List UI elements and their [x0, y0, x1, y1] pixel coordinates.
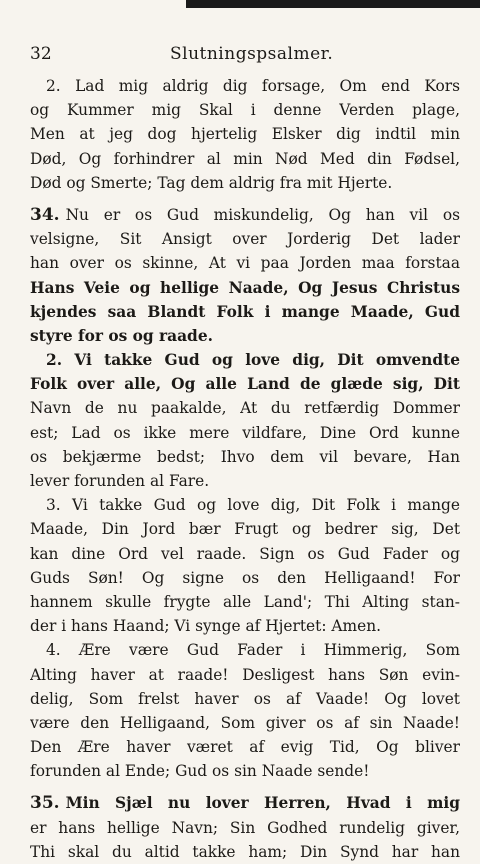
hymn-number: 35.: [30, 793, 60, 814]
verse-block: [30, 348, 460, 493]
text-line: Maade, Din Jord bær Frugt og bedrer sig, Det: [30, 520, 460, 539]
text-line: Den Ære haver været af evig Tid, Og bliver: [30, 738, 460, 757]
text-line: Død og Smerte; Tag dem aldrig fra mit Hjerte.: [30, 173, 393, 192]
hymn-number: 34.: [30, 204, 60, 225]
verse-block: [30, 74, 460, 195]
text-line: os bekjærme bedst; Ihvo dem vil bevare, Han: [30, 447, 460, 466]
page-header: [30, 44, 450, 68]
verse-block: [30, 638, 460, 783]
text-line: forunden al Ende; Gud os sin Naade sende!: [30, 762, 370, 781]
text-line-content: Min Sjæl nu lover Herren, Hvad i mig: [65, 794, 460, 813]
text-line: er hans hellige Navn; Sin Godhed rundelig giver,: [30, 818, 460, 837]
verse-block: [30, 493, 460, 638]
page-body: [30, 74, 460, 864]
text-line: 3. Vi takke Gud og love dig, Dit Folk i mange: [46, 496, 460, 515]
hymn-block: [30, 203, 460, 348]
text-line: [30, 203, 460, 227]
text-line: Guds Søn! Og signe os den Helligaand! For: [30, 568, 460, 587]
text-line: est; Lad os ikke mere vildfare, Dine Ord kunne: [30, 423, 460, 442]
running-title: Slutningspsalmer.: [170, 44, 334, 64]
text-line: Navn de nu paakalde, At du retfærdig Dommer: [30, 399, 460, 418]
text-line: han over os skinne, At vi paa Jorden maa forstaa: [30, 254, 460, 273]
text-line: [30, 791, 460, 815]
text-line: og Kummer mig Skal i denne Verden plage,: [30, 101, 460, 120]
text-line: kjendes saa Blandt Folk i mange Maade, Gud: [30, 302, 460, 321]
text-line: kan dine Ord vel raade. Sign os Gud Fader og: [30, 544, 460, 563]
text-line: være den Helligaand, Som giver os af sin Naade!: [30, 713, 460, 732]
text-line: 2. Lad mig aldrig dig forsage, Om end Kors: [46, 77, 460, 95]
text-line: Thi skal du altid takke ham; Din Synd har han: [30, 842, 460, 861]
text-line: Folk over alle, Og alle Land de glæde sig, Dit: [30, 375, 460, 394]
text-line: Død, Og forhindrer al min Nød Med din Fødsel,: [30, 149, 460, 168]
text-line: 2. Vi takke Gud og love dig, Dit omvendte: [46, 351, 460, 370]
text-line: Men at jeg dog hjertelig Elsker dig indtil min: [30, 125, 460, 144]
text-line: lever forunden al Fare.: [30, 472, 210, 490]
text-line-content: Nu er os Gud miskundelig, Og han vil os: [65, 205, 460, 224]
text-line: hannem skulle frygte alle Land'; Thi Alting stan-: [30, 592, 460, 611]
text-line: delig, Som frelst haver os af Vaade! Og lovet: [30, 689, 460, 708]
text-line: Hans Veie og hellige Naade, Og Jesus Christus: [30, 278, 460, 297]
text-line: styre for os og raade.: [30, 326, 213, 345]
page-number: 32: [30, 44, 52, 64]
hymn-block: [30, 791, 460, 864]
text-line: der i hans Haand; Vi synge af Hjertet: Amen.: [30, 617, 382, 636]
text-line: Alting haver at raade! Desligest hans Søn evin-: [30, 665, 460, 684]
text-line: 4. Ære være Gud Fader i Himmerig, Som: [46, 641, 460, 660]
text-line: velsigne, Sit Ansigt over Jorderig Det lader: [30, 230, 460, 249]
